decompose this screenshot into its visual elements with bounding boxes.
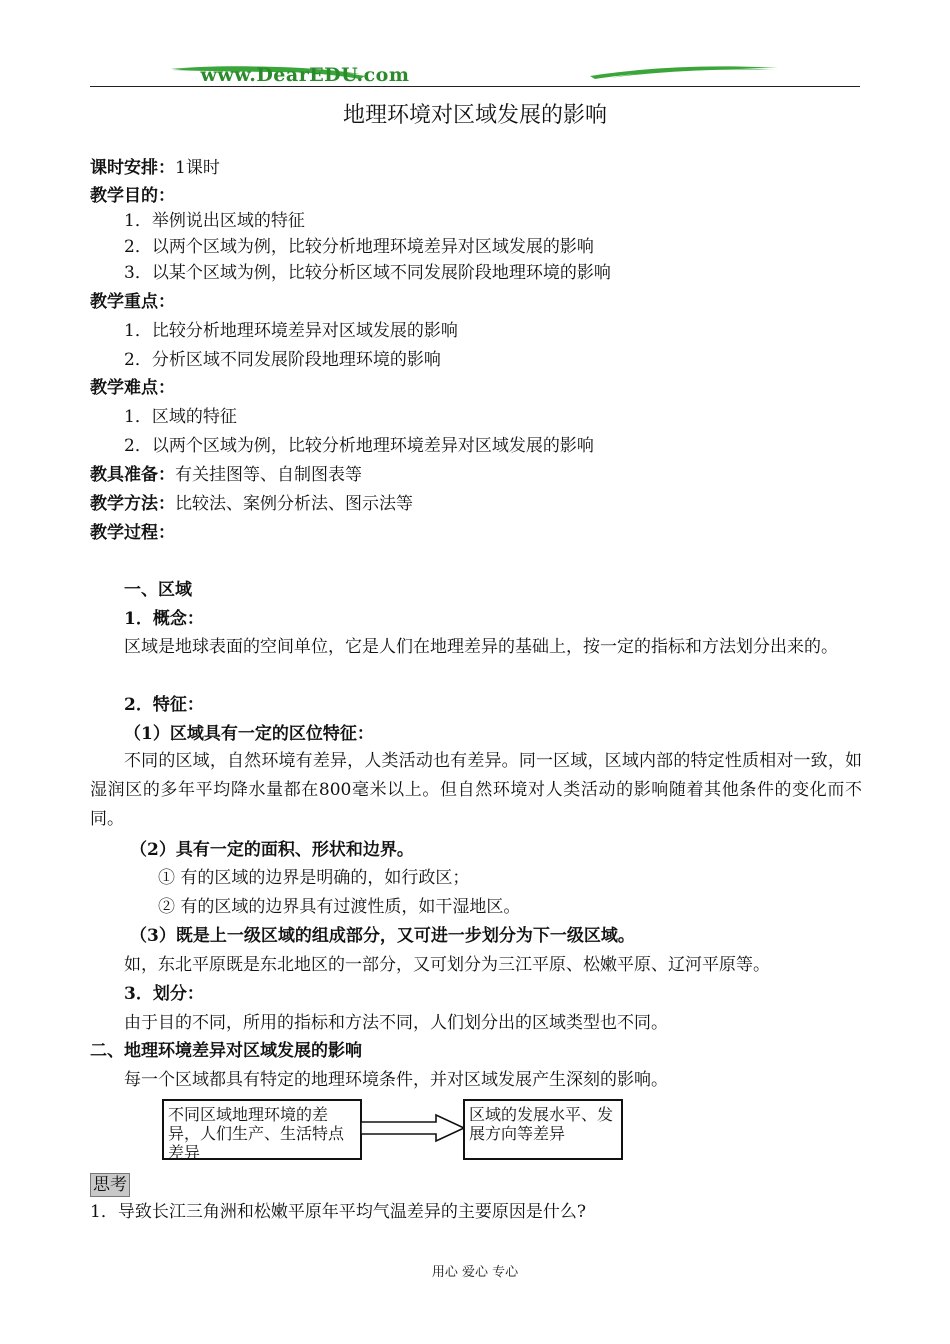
diagram-effect-text: 区域的发展水平、发展方向等差异	[469, 1105, 614, 1143]
process-label: 教学过程：	[90, 523, 175, 543]
concept-heading: 1．概念：	[124, 609, 204, 629]
feature2-item: ① 有的区域的边界是明确的，如行政区；	[158, 868, 470, 888]
feature1-text: 不同的区域，自然环境有差异，人类活动也有差异。同一区域，区域内部的特定性质相对一致，如湿润区的多年平均降水量都在800毫米以上。但自然环境对人类活动的影响随着其他条件的变化而不同。	[90, 751, 862, 829]
feature3-text: 如，东北平原既是东北地区的一部分，又可划分为三江平原、松嫩平原、辽河平原等。	[124, 955, 770, 975]
think-label: 思考	[90, 1173, 130, 1197]
section1-heading: 一、区域	[124, 580, 192, 600]
difficult-points-label: 教学难点：	[90, 378, 175, 398]
feature2-heading: （2）具有一定的面积、形状和边界。	[130, 840, 414, 860]
tools-value: 有关挂图等、自制图表等	[175, 465, 362, 485]
key-points-label: 教学重点：	[90, 292, 175, 312]
features-heading: 2．特征：	[124, 695, 204, 715]
methods-value: 比较法、案例分析法、图示法等	[175, 494, 413, 514]
concept-text: 区域是地球表面的空间单位，它是人们在地理差异的基础上，按一定的指标和方法划分出来的。	[124, 637, 838, 657]
hours-label: 课时安排：	[90, 158, 175, 178]
feature2-item: ② 有的区域的边界具有过渡性质，如干湿地区。	[158, 897, 521, 917]
site-url: www.DearEDU.com	[200, 64, 410, 86]
division-heading: 3．划分：	[124, 984, 204, 1004]
feature3-heading: （3）既是上一级区域的组成部分，又可进一步划分为下一级区域。	[130, 926, 635, 946]
question-item: 1．导致长江三角洲和松嫩平原年平均气温差异的主要原因是什么?	[90, 1202, 586, 1222]
section2-heading: 二、地理环境差异对区域发展的影响	[90, 1041, 362, 1061]
header-divider	[90, 86, 860, 87]
feature1-heading: （1）区域具有一定的区位特征：	[124, 724, 374, 744]
tools-row	[90, 465, 362, 485]
goals-label: 教学目的：	[90, 186, 175, 206]
difficult-point-item: 1．区域的特征	[124, 407, 237, 427]
methods-label: 教学方法：	[90, 494, 175, 514]
hours-row	[90, 158, 220, 178]
diagram-effect-box	[463, 1099, 623, 1160]
diagram-cause-text: 不同区域地理环境的差异，人们生产、生活特点差异	[168, 1105, 345, 1162]
goal-item: 3．以某个区域为例，比较分析区域不同发展阶段地理环境的影响	[124, 263, 611, 283]
key-point-item: 1．比较分析地理环境差异对区域发展的影响	[124, 321, 458, 341]
methods-row	[90, 494, 413, 514]
division-text: 由于目的不同，所用的指标和方法不同，人们划分出的区域类型也不同。	[124, 1013, 668, 1033]
diagram-cause-box	[162, 1099, 362, 1160]
key-point-item: 2．分析区域不同发展阶段地理环境的影响	[124, 350, 441, 370]
goal-item: 1．举例说出区域的特征	[124, 211, 305, 231]
hours-value: 1课时	[175, 158, 220, 178]
tools-label: 教具准备：	[90, 465, 175, 485]
page-footer: 用心 爱心 专心	[431, 1265, 519, 1280]
goal-item: 2．以两个区域为例，比较分析地理环境差异对区域发展的影响	[124, 237, 594, 257]
page-title: 地理环境对区域发展的影响	[342, 103, 607, 128]
diagram-arrow	[360, 1113, 466, 1143]
difficult-point-item: 2．以两个区域为例，比较分析地理环境差异对区域发展的影响	[124, 436, 594, 456]
section2-intro: 每一个区域都具有特定的地理环境条件，并对区域发展产生深刻的影响。	[124, 1070, 668, 1090]
